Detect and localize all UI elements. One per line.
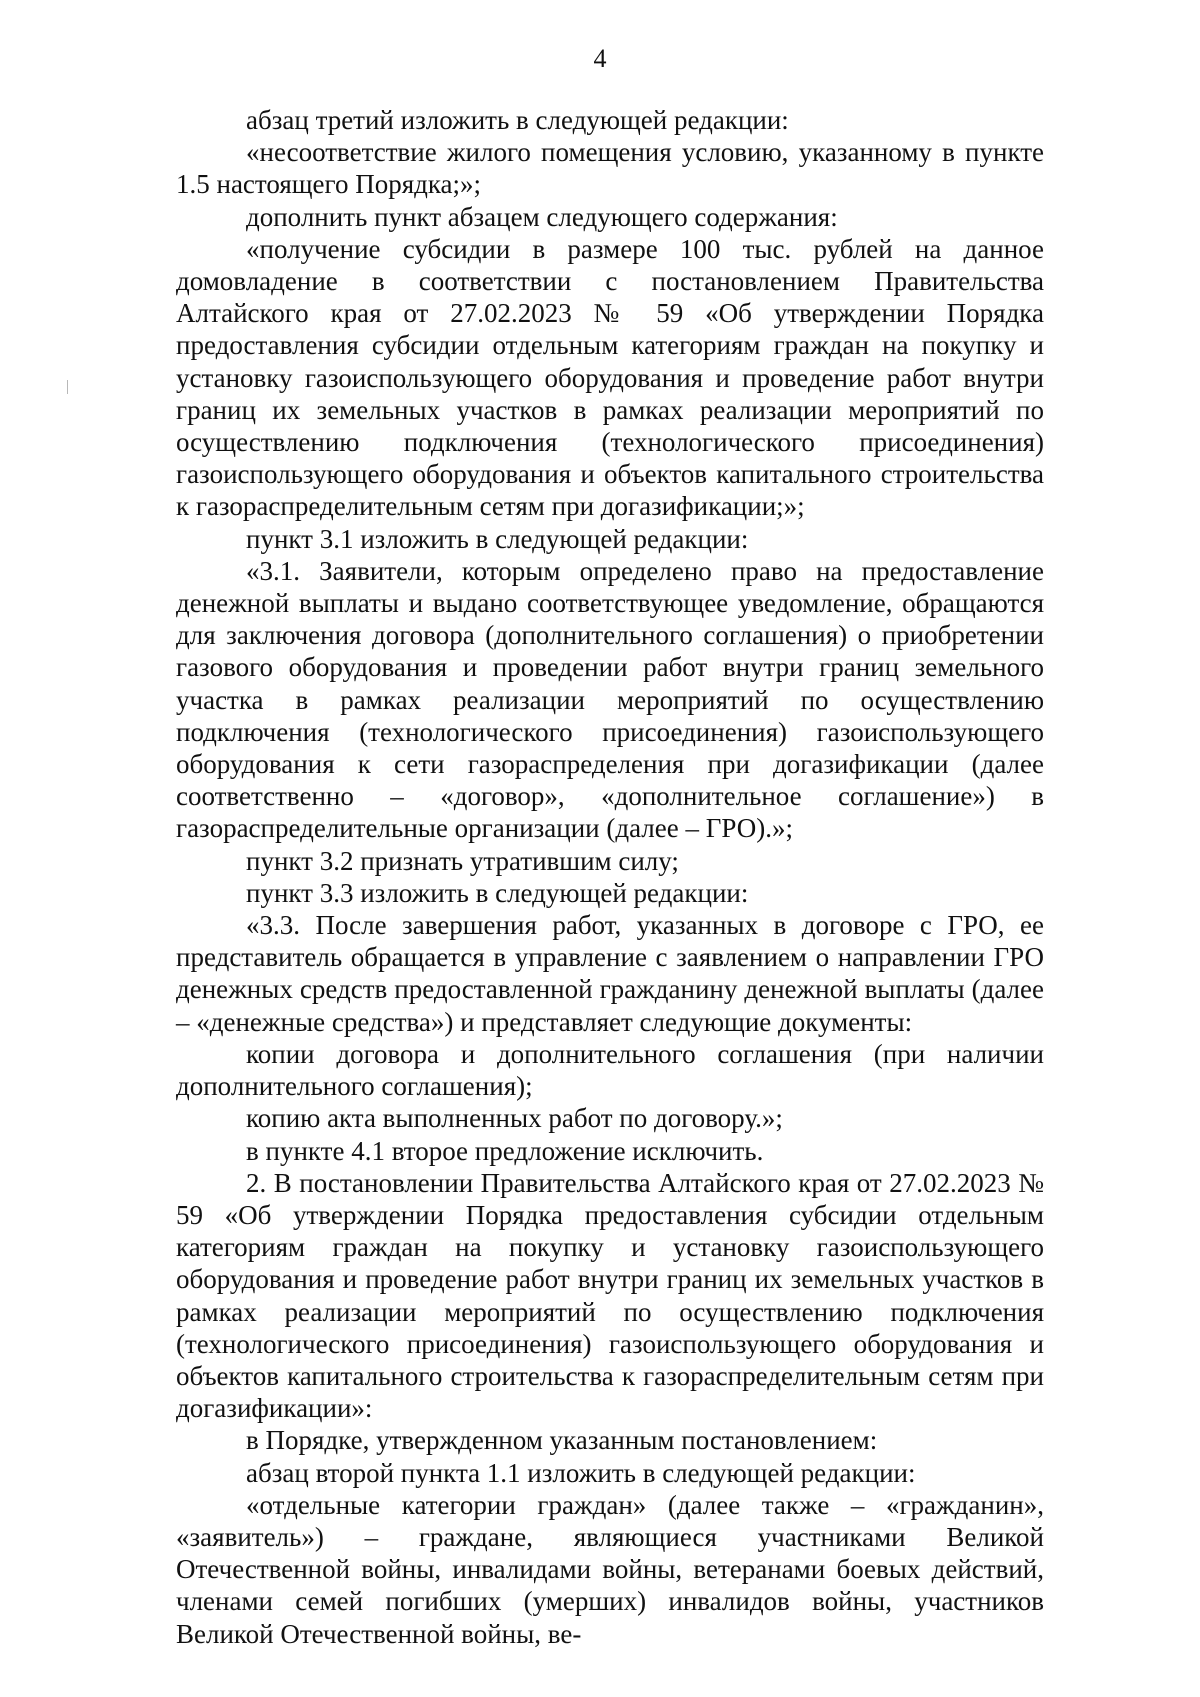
paragraph-11: копию акта выполненных работ по договору.»; bbox=[246, 1103, 783, 1134]
paragraph-13: 2. В постановлении Правительства Алтайского края от 27.02.2023 № 59 «Об утверждении Порядка предоставления субсидии отдельным категориям граждан на покупку и установку газоиспользующего оборудования и проведение работ внутри границ их земельных участков в рамках реализации мероприятий по осуществлению подключения (технологического присоединения) газоиспользующего оборудования и объектов капитального строительства к газораспределительным сетям при догазификации»: bbox=[176, 1167, 1044, 1424]
paragraph-4: «получение субсидии в размере 100 тыс. рублей на данное домовладение в соответствии с постановлением Правительства Алтайского края от 27.02.2023 № 59 «Об утверждении Порядка предоставления субсидии отдельным категориям граждан на покупку и установку газоиспользующего оборудования и проведение работ внутри границ их земельных участков в рамках реализации мероприятий по осуществлению подключения (технологического присоединения) газоиспользующего оборудования и объектов капитального строительства к газораспределительным сетям при догазификации;»; bbox=[176, 233, 1044, 522]
paragraph-9: «3.3. После завершения работ, указанных в договоре с ГРО, ее представитель обращается в управление с заявлением о направлении ГРО денежных средств предоставленной гражданину денежной выплаты (далее – «денежные средства») и представляет следующие документы: bbox=[176, 910, 1044, 1037]
paragraph-14: в Порядке, утвержденном указанным постановлением: bbox=[246, 1425, 878, 1456]
paragraph-10: копии договора и дополнительного соглашения (при наличии дополнительного соглашения); bbox=[176, 1038, 1044, 1102]
paragraph-2: «несоответствие жилого помещения условию, указанному в пункте 1.5 настоящего Порядка;»; bbox=[176, 137, 1044, 200]
paragraph-16: «отдельные категории граждан» (далее также – «гражданин», «заявитель») – граждане, являющиеся участниками Великой Отечественной войны, инвалидами войны, ветеранами боевых действий, членами семей погибших (умерших) инвалидов войны, участников Великой Отечественной войны, ве- bbox=[176, 1489, 1044, 1649]
paragraph-1: абзац третий изложить в следующей редакции: bbox=[246, 105, 789, 135]
document-body bbox=[176, 104, 1044, 1650]
paragraph-5: пункт 3.1 изложить в следующей редакции: bbox=[246, 523, 749, 554]
paragraph-15: абзац второй пункта 1.1 изложить в следующей редакции: bbox=[246, 1457, 916, 1488]
paragraph-8: пункт 3.3 изложить в следующей редакции: bbox=[246, 877, 749, 908]
paragraph-12: в пункте 4.1 второе предложение исключить. bbox=[246, 1135, 764, 1166]
scan-edge-mark bbox=[67, 380, 68, 394]
paragraph-6: «3.1. Заявители, которым определено право на предоставление денежной выплаты и выдано соответствующее уведомление, обращаются для заключения договора (дополнительного соглашения) о приобретении газового оборудования и проведении работ внутри границ земельного участка в рамках реализации мероприятий по осуществлению подключения (технологического присоединения) газоиспользующего оборудования к сети газораспределения при догазификации (далее соответственно – «договор», «дополнительное соглашение») в газораспределительные организации (далее – ГРО).»; bbox=[176, 555, 1044, 844]
page-number: 4 bbox=[593, 44, 607, 73]
paragraph-7: пункт 3.2 признать утратившим силу; bbox=[246, 845, 679, 876]
paragraph-3: дополнить пункт абзацем следующего содержания: bbox=[246, 201, 838, 232]
